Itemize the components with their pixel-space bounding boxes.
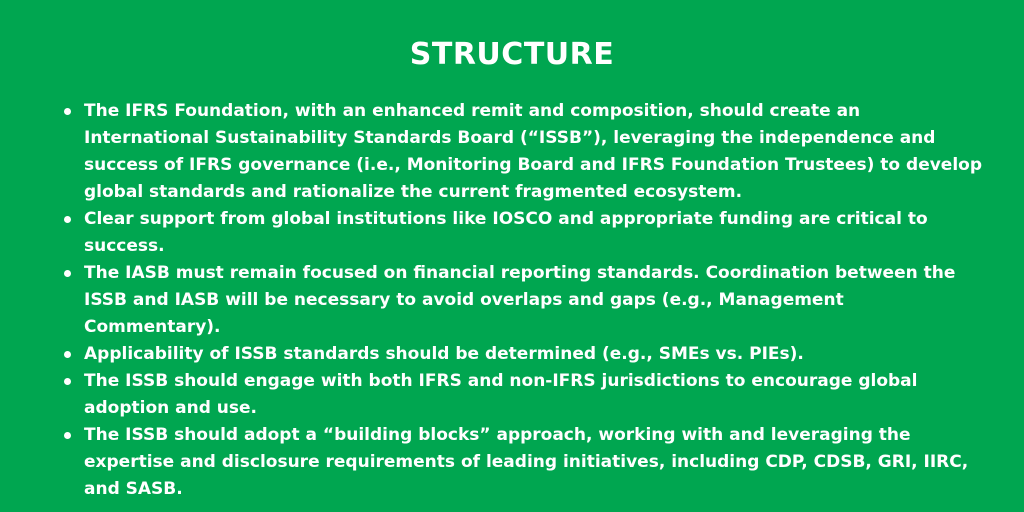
bullet-text: The IASB must remain focused on financial reporting standards. Coordination between the ISSB and IASB will be necessary to avoid overlaps and gaps (e.g., Management Commentary). [84,263,956,337]
bullet-text: Clear support from global institutions like IOSCO and appropriate funding are critical to success. [84,209,928,256]
bullet-text: Applicability of ISSB standards should be determined (e.g., SMEs vs. PIEs). [84,344,804,364]
bullet-dot-icon [64,351,71,358]
bullet-item [84,98,984,206]
page-title: STRUCTURE [409,37,615,72]
bullet-dot-icon [64,378,71,385]
bullet-text: The ISSB should engage with both IFRS and non-IFRS jurisdictions to encourage global adoption and use. [84,371,918,418]
bullet-dot-icon [64,108,71,115]
bullet-item [84,422,984,503]
bullet-item [84,368,984,422]
bullet-list [84,98,984,503]
bullet-dot-icon [64,216,71,223]
bullet-item [84,341,984,368]
bullet-text: The ISSB should adopt a “building blocks” approach, working with and leveraging the expertise and disclosure requirements of leading initiatives, including CDP, CDSB, GRI, IIRC, and SASB. [84,425,969,499]
bullet-dot-icon [64,270,71,277]
bullet-item [84,206,984,260]
bullet-text: The IFRS Foundation, with an enhanced remit and composition, should create an International Sustainability Standards Board (“ISSB”), leveraging the independence and success of IFRS governance (i.e., Monitoring Board and IFRS Foundation Trustees) to develop global standards and rationalize the current fragmented ecosystem. [84,101,983,202]
bullet-item [84,260,984,341]
bullet-dot-icon [64,432,71,439]
